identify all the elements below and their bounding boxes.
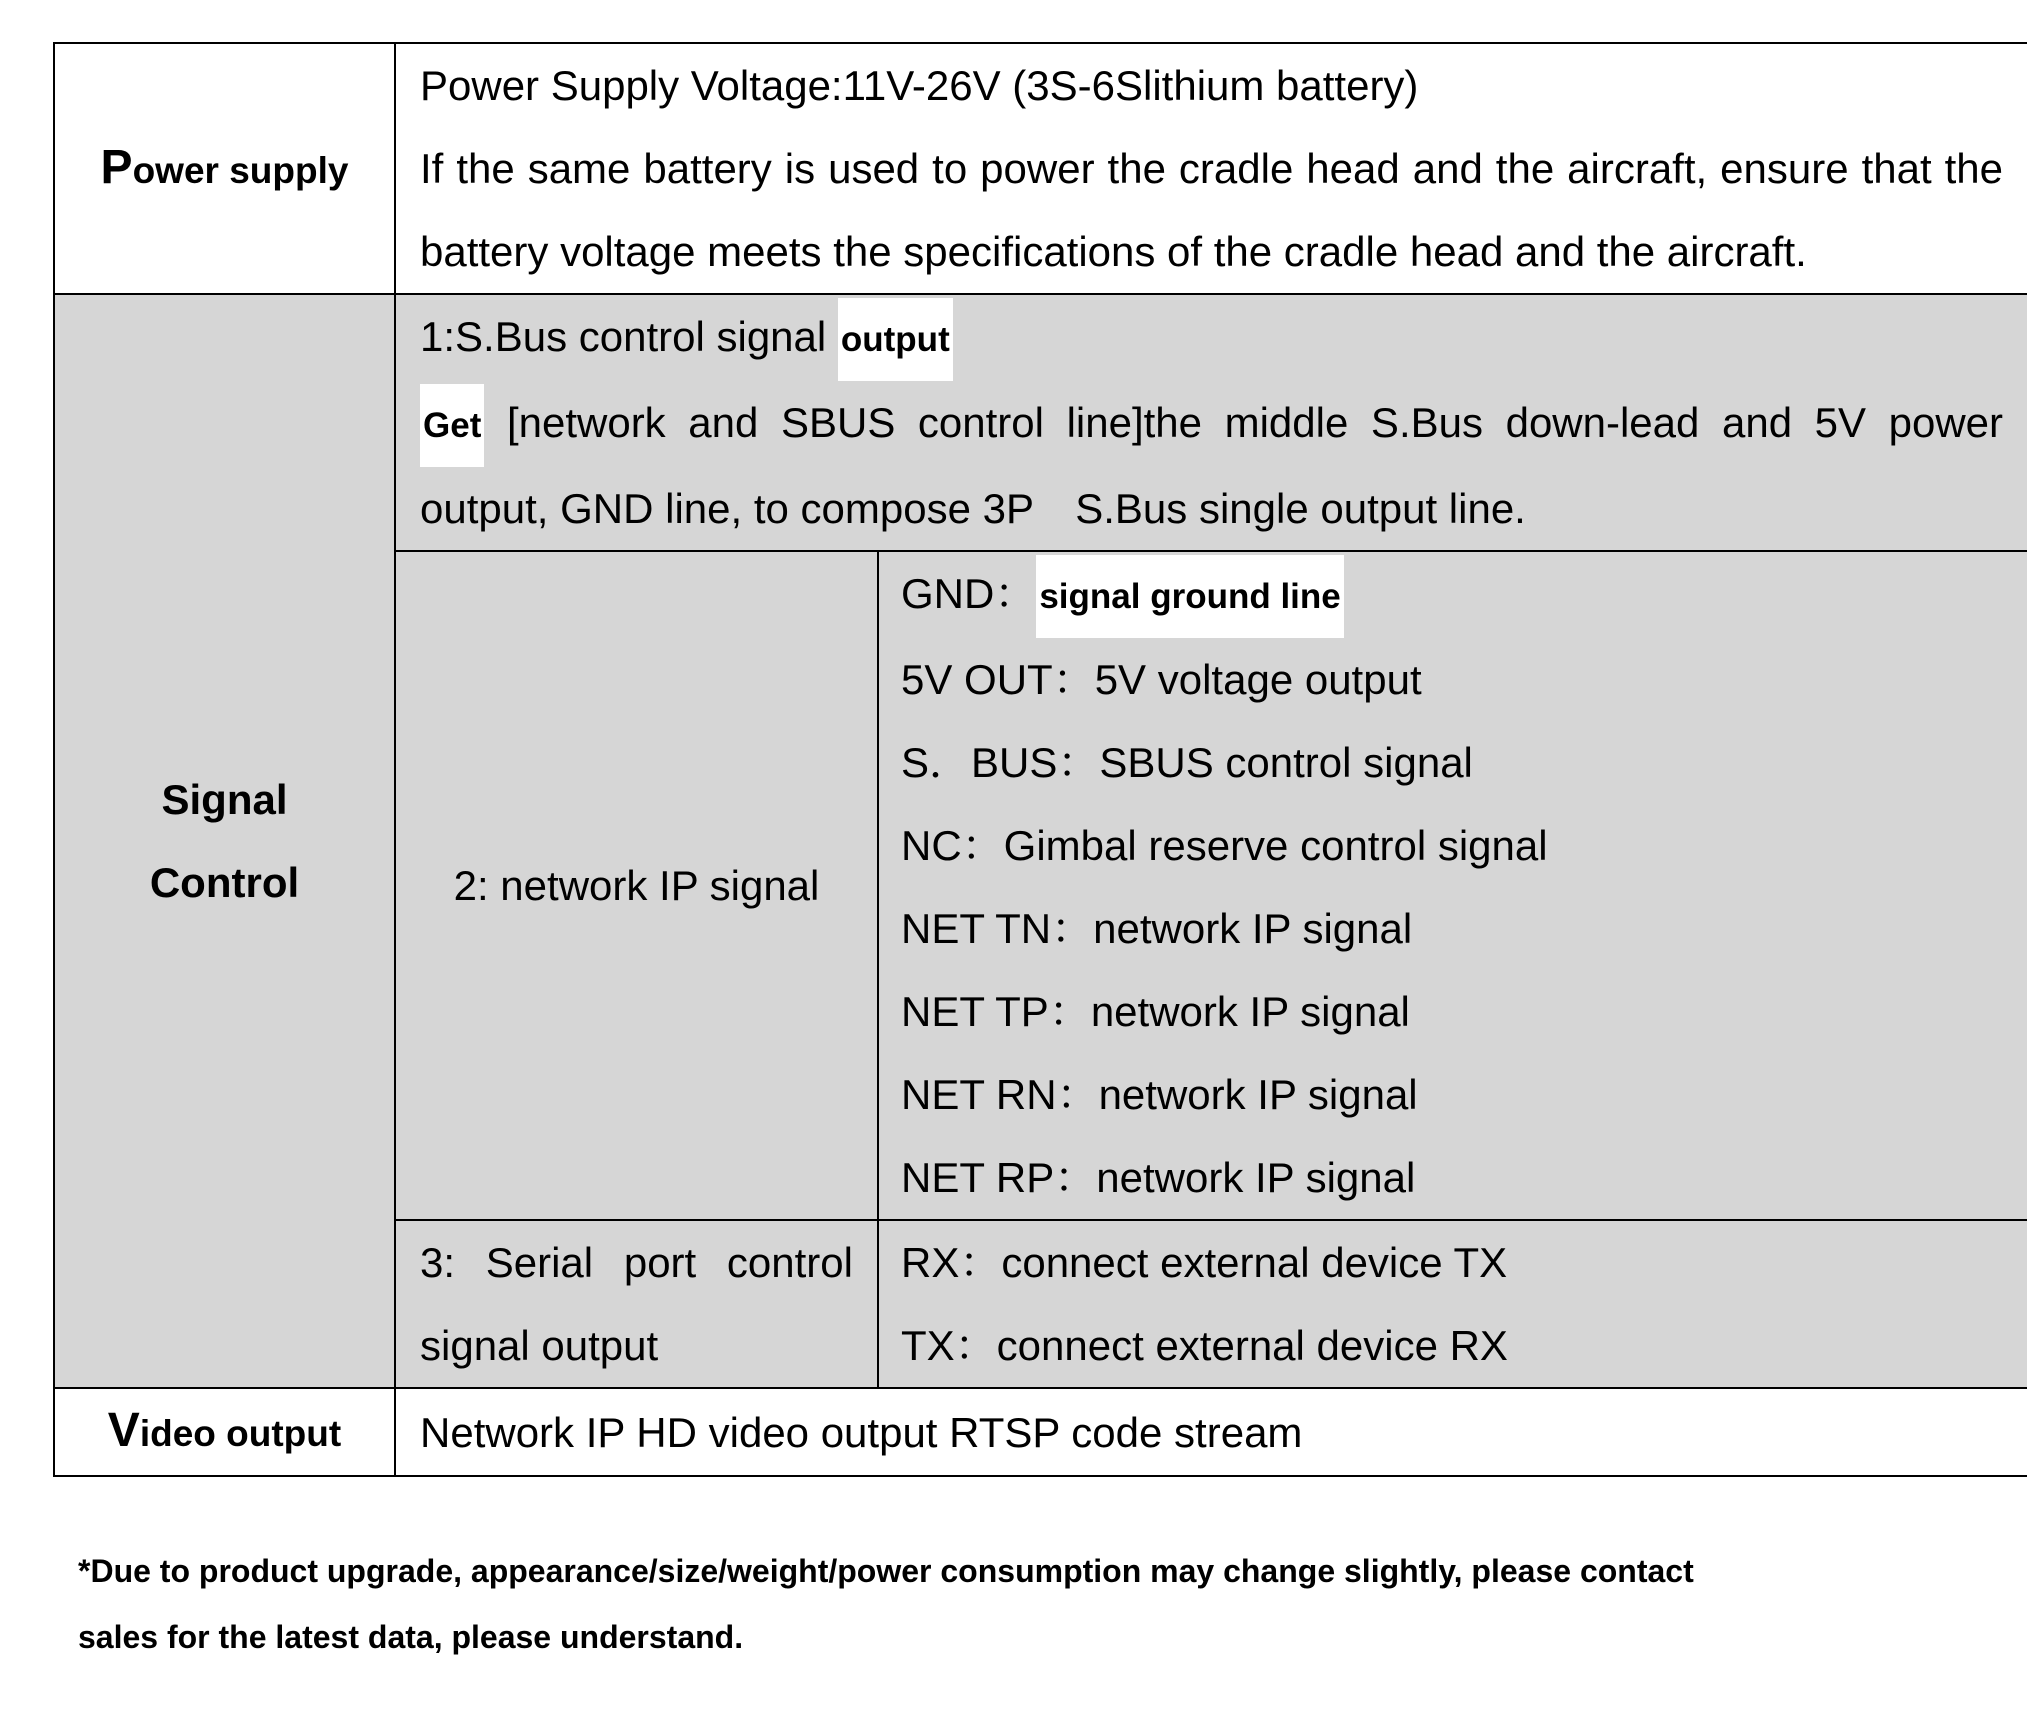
sbus-output-description [395,294,2027,551]
pin-rx: RX：connect external device TX [901,1239,1508,1286]
video-output-label-rest: ideo output [139,1413,342,1454]
power-voltage-line: Power Supply Voltage:11V-26V (3S-6Slithium battery) [420,62,1419,109]
serial-pin-list [878,1220,2027,1388]
pin-gnd [901,552,2005,638]
video-output-label [54,1388,395,1476]
sbus-detail [420,381,2003,550]
sbus-detail-text: [network and SBUS control line]the middle S.Bus down-lead and 5V power output, GND line, to compose 3P S.Bus single output line. [420,399,2004,532]
signal-row-1 [54,294,2027,551]
footnote-line1: *Due to product upgrade, appearance/size/weight/power consumption may change slightly, please contact [78,1553,1694,1589]
pin-gnd-name: GND： [901,570,1037,617]
power-supply-label-cap: P [100,140,133,194]
video-output-row [54,1388,2027,1476]
pin-gnd-highlight: signal ground line [1036,555,1343,638]
network-pin-list [878,551,2027,1220]
power-battery-note: If the same battery is used to power the cradle head and the aircraft, ensure that the battery voltage meets the specifications of the cradle head and the aircraft. [420,145,2004,275]
pin-net-rp: NET RP：network IP signal [901,1154,1416,1201]
video-output-description: Network IP HD video output RTSP code stream [395,1388,2027,1476]
sbus-get-highlight: Get [420,384,484,467]
pin-net-tp: NET TP：network IP signal [901,988,1410,1035]
pin-net-rn: NET RN：network IP signal [901,1071,1418,1118]
sbus-output-highlight: output [838,298,953,381]
sbus-title-line [420,295,2003,381]
network-ip-label: 2: network IP signal [395,551,878,1220]
pin-nc: NC：Gimbal reserve control signal [901,822,1548,869]
power-supply-description [395,43,2027,294]
signal-control-label [54,294,395,1388]
power-supply-label [54,43,395,294]
video-output-label-cap: V [107,1404,140,1457]
pin-net-tn: NET TN：network IP signal [901,905,1413,952]
serial-port-label: 3: Serial port control signal output [395,1220,878,1388]
power-supply-label-rest: ower supply [132,149,349,191]
power-supply-row [54,43,2027,294]
pin-tx: TX：connect external device RX [901,1322,1508,1369]
signal-label-line1: Signal [161,776,288,823]
sbus-title-text: 1:S.Bus control signal [420,313,838,360]
footnote [78,1538,1978,1670]
footnote-line2: sales for the latest data, please understand. [78,1619,744,1655]
spec-table [53,42,2027,1477]
pin-5v-out: 5V OUT：5V voltage output [901,656,1422,703]
signal-label-line2: Control [149,859,300,906]
pin-sbus: S．BUS：SBUS control signal [901,739,1473,786]
